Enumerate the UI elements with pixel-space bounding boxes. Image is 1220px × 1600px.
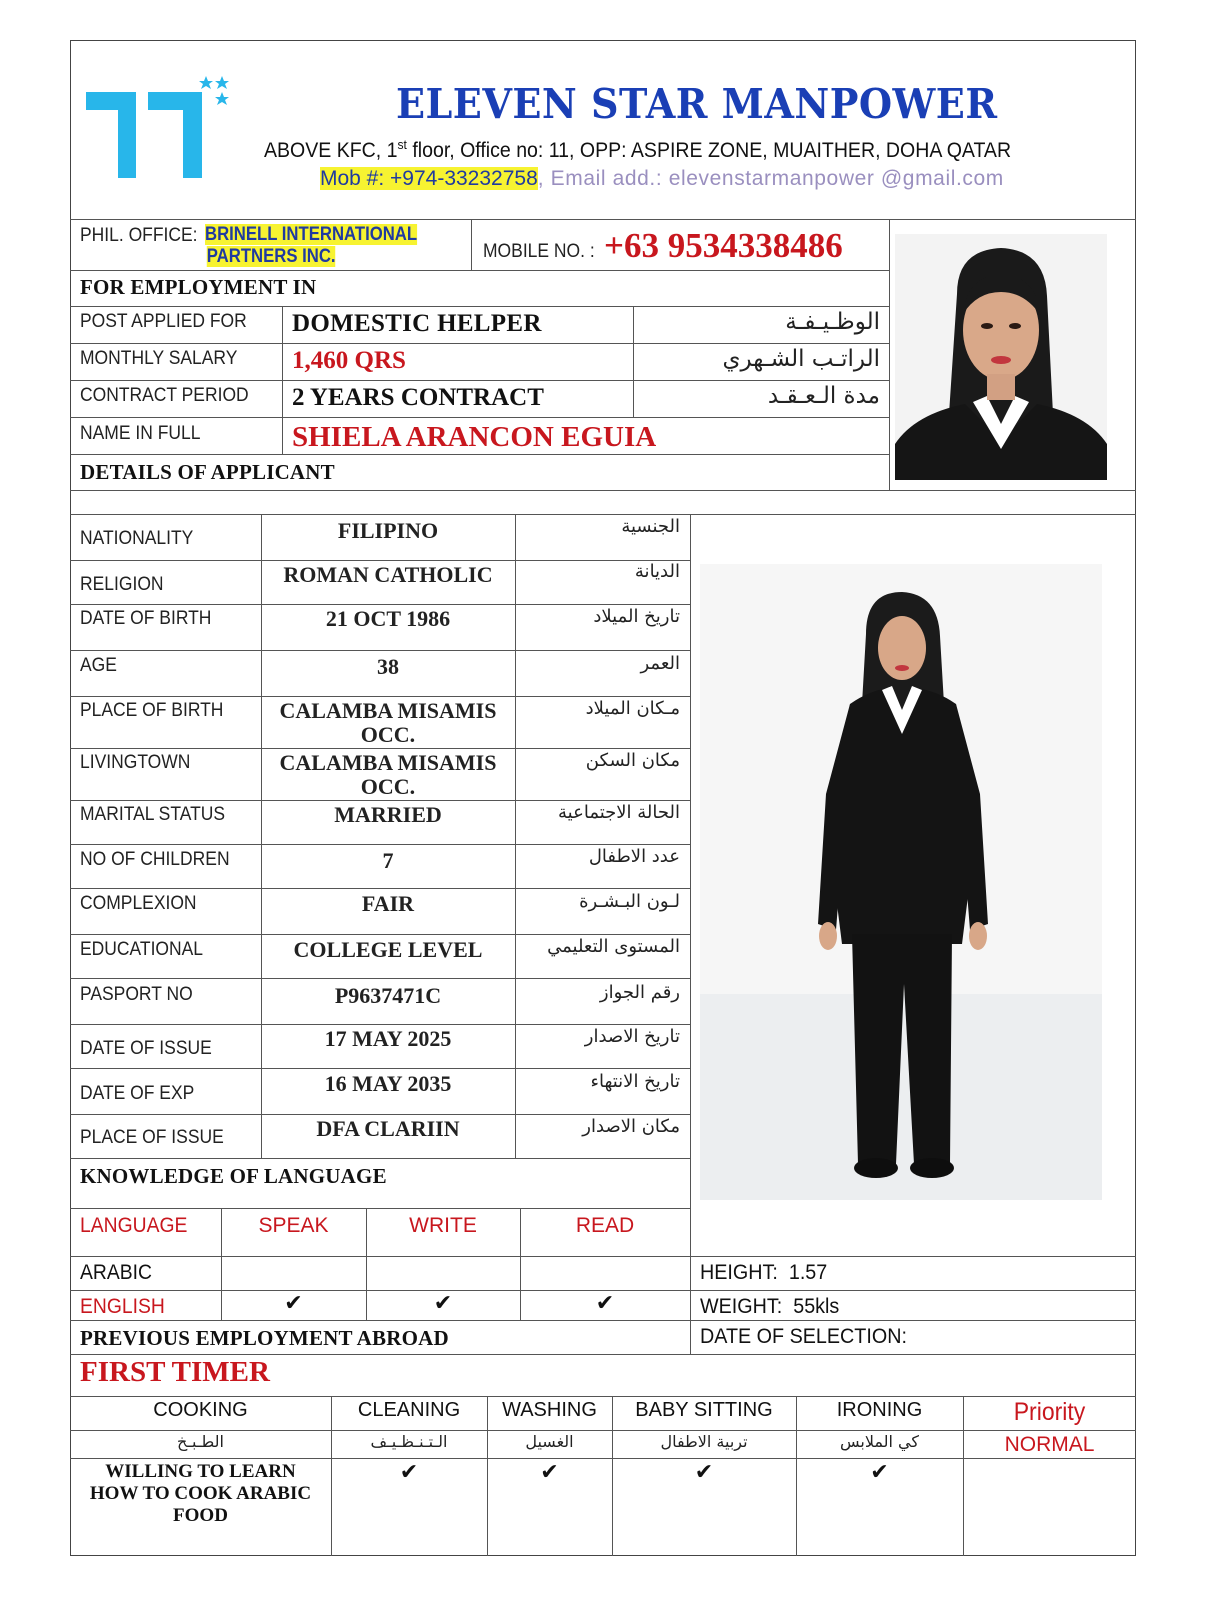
livingtown-value: CALAMBA MISAMIS OCC.: [279, 750, 497, 799]
phil-office-label: PHIL. OFFICE:: [80, 225, 198, 246]
priority-value: NORMAL: [1004, 1433, 1095, 1456]
marital-arabic: الحالة الاجتماعية: [558, 802, 680, 823]
weight-value: 55kls: [793, 1295, 840, 1318]
company-mobile: Mob #: +974-33232758: [320, 167, 538, 190]
company-logo: [82, 72, 232, 182]
cooking-note: [70, 1461, 331, 1527]
salary-arabic: الراتـب الشـهري: [722, 346, 880, 372]
contract-arabic: مدة الـعـقـد: [767, 383, 880, 409]
place-issue-value: DFA CLARIIN: [316, 1116, 460, 1141]
company-address: [264, 138, 1011, 161]
cooking-note-line3: FOOD: [173, 1505, 228, 1526]
passport-arabic: رقم الجواز: [599, 982, 680, 1003]
cooking-note-line1: WILLING TO LEARN: [105, 1461, 296, 1482]
company-name: ELEVEN STAR MANPOWER: [396, 80, 998, 128]
full-body-graphic: [700, 564, 1102, 1200]
marital-value: MARRIED: [334, 802, 442, 827]
english-write-check: ✔: [433, 1291, 453, 1316]
pob-label: PLACE OF BIRTH: [80, 700, 224, 721]
date-of-selection-label: DATE OF SELECTION:: [700, 1325, 907, 1348]
pob-value: CALAMBA MISAMIS OCC.: [279, 698, 497, 747]
exp-date-label: DATE OF EXP: [80, 1083, 195, 1104]
company-contact: [320, 168, 1004, 189]
pob-arabic: مـكان الميلاد: [585, 698, 680, 719]
salary-value: 1,460 QRS: [292, 347, 406, 374]
height-label: HEIGHT:: [700, 1261, 778, 1284]
children-arabic: عدد الاطفال: [588, 846, 680, 867]
lang-header-speak: SPEAK: [258, 1214, 329, 1237]
age-arabic: العمر: [640, 653, 680, 674]
marital-label: MARITAL STATUS: [80, 804, 226, 825]
skill-arabic-washing: الغسيل: [525, 1432, 574, 1451]
exp-date-value: 16 MAY 2035: [324, 1071, 452, 1096]
dob-value: 21 OCT 1986: [325, 606, 451, 631]
complexion-label: COMPLEXION: [80, 893, 197, 914]
skill-header-washing: WASHING: [502, 1399, 597, 1421]
salary-label: MONTHLY SALARY: [80, 348, 238, 369]
previous-employment-title: PREVIOUS EMPLOYMENT ABROAD: [80, 1326, 449, 1350]
logo-graphic: [82, 72, 232, 182]
employment-section-title: FOR EMPLOYMENT IN: [80, 275, 317, 299]
priority-label: Priority: [1013, 1398, 1086, 1426]
skill-header-cleaning: CLEANING: [357, 1399, 461, 1421]
name-label: NAME IN FULL: [80, 423, 201, 444]
dob-arabic: تاريخ الميلاد: [593, 606, 680, 627]
weight-field: [700, 1296, 839, 1317]
phil-office-name: [205, 224, 417, 268]
nationality-value: FILIPINO: [337, 518, 439, 543]
company-email[interactable]: , Email add.: elevenstarmanpower @gmail.com: [537, 167, 1004, 190]
english-speak-check: ✔: [284, 1291, 303, 1316]
baby-sitting-check: ✔: [694, 1460, 714, 1485]
children-label: NO OF CHILDREN: [80, 849, 230, 870]
nationality-arabic: الجنسية: [621, 516, 680, 537]
post-value: DOMESTIC HELPER: [292, 310, 542, 337]
cooking-note-line2: HOW TO COOK ARABIC: [89, 1483, 312, 1504]
phil-office-name-line2: PARTNERS INC.: [206, 246, 336, 267]
issue-date-arabic: تاريخ الاصدار: [584, 1026, 680, 1047]
contract-value: 2 YEARS CONTRACT: [292, 384, 544, 411]
phil-office-name-line1: BRINELL INTERNATIONAL: [205, 224, 418, 245]
age-label: AGE: [80, 655, 117, 676]
education-arabic: المستوى التعليمي: [547, 936, 680, 957]
dob-label: DATE OF BIRTH: [80, 608, 212, 629]
religion-label: RELIGION: [80, 574, 164, 595]
place-issue-arabic: مكان الاصدار: [582, 1116, 680, 1137]
height-field: [700, 1262, 827, 1283]
place-issue-label: PLACE OF ISSUE: [80, 1127, 224, 1148]
skill-arabic-cleaning: الـتـنـظـيـف: [370, 1432, 448, 1451]
details-section-title: DETAILS OF APPLICANT: [80, 460, 335, 484]
skill-arabic-cooking: الطـبـخ: [177, 1432, 224, 1451]
address-part-1: ABOVE KFC, 1: [264, 139, 398, 162]
issue-date-label: DATE OF ISSUE: [80, 1038, 212, 1059]
weight-label: WEIGHT:: [700, 1295, 783, 1318]
skill-header-ironing: IRONING: [836, 1399, 923, 1421]
language-section-title: KNOWLEDGE OF LANGUAGE: [80, 1164, 387, 1188]
applicant-full-body-photo: [700, 564, 1102, 1200]
skill-header-cooking: COOKING: [153, 1399, 248, 1421]
lang-header-write: WRITE: [409, 1214, 477, 1237]
address-part-2: floor, Office no: 11, OPP: ASPIRE ZONE, MUAITHER, DOHA QATAR: [406, 139, 1012, 162]
skill-arabic-baby-sitting: تربية الاطفال: [660, 1432, 748, 1451]
lang-arabic-label: ARABIC: [80, 1261, 152, 1284]
exp-date-arabic: تاريخ الانتهاء: [590, 1071, 680, 1092]
nationality-label: NATIONALITY: [80, 528, 194, 549]
education-value: COLLEGE LEVEL: [293, 937, 483, 962]
complexion-arabic: لـون البـشـرة: [579, 891, 680, 912]
lang-english-label: ENGLISH: [80, 1295, 165, 1318]
livingtown-arabic: مكان السكن: [585, 750, 680, 771]
ironing-check: ✔: [870, 1460, 889, 1485]
applicant-portrait-photo: [895, 234, 1107, 480]
children-value: 7: [382, 848, 394, 873]
previous-employment-value: FIRST TIMER: [80, 1356, 270, 1388]
english-read-check: ✔: [595, 1291, 615, 1316]
post-arabic: الوظـيـفـة: [785, 309, 880, 335]
religion-value: ROMAN CATHOLIC: [283, 562, 493, 587]
full-name-value: SHIELA ARANCON EGUIA: [292, 421, 657, 453]
passport-value: P9637471C: [334, 983, 442, 1008]
issue-date-value: 17 MAY 2025: [324, 1026, 452, 1051]
skill-arabic-ironing: كي الملابس: [839, 1432, 919, 1451]
lang-header-language: LANGUAGE: [80, 1214, 188, 1237]
address-superscript: st: [397, 137, 407, 152]
mobile-label: MOBILE NO. :: [483, 241, 595, 262]
complexion-value: FAIR: [361, 891, 415, 916]
religion-arabic: الديانة: [634, 561, 680, 582]
contract-label: CONTRACT PERIOD: [80, 385, 249, 406]
portrait-graphic: [895, 234, 1107, 480]
age-value: 38: [377, 654, 399, 679]
passport-label: PASPORT NO: [80, 984, 193, 1005]
lang-header-read: READ: [575, 1214, 635, 1237]
height-value: 1.57: [788, 1261, 828, 1284]
mobile-value[interactable]: +63 9534338486: [604, 226, 843, 265]
skill-header-baby-sitting: BABY SITTING: [635, 1399, 773, 1421]
cleaning-check: ✔: [399, 1460, 419, 1485]
livingtown-label: LIVINGTOWN: [80, 752, 191, 773]
education-label: EDUCATIONAL: [80, 939, 204, 960]
post-label: POST APPLIED FOR: [80, 311, 247, 332]
washing-check: ✔: [540, 1460, 559, 1485]
